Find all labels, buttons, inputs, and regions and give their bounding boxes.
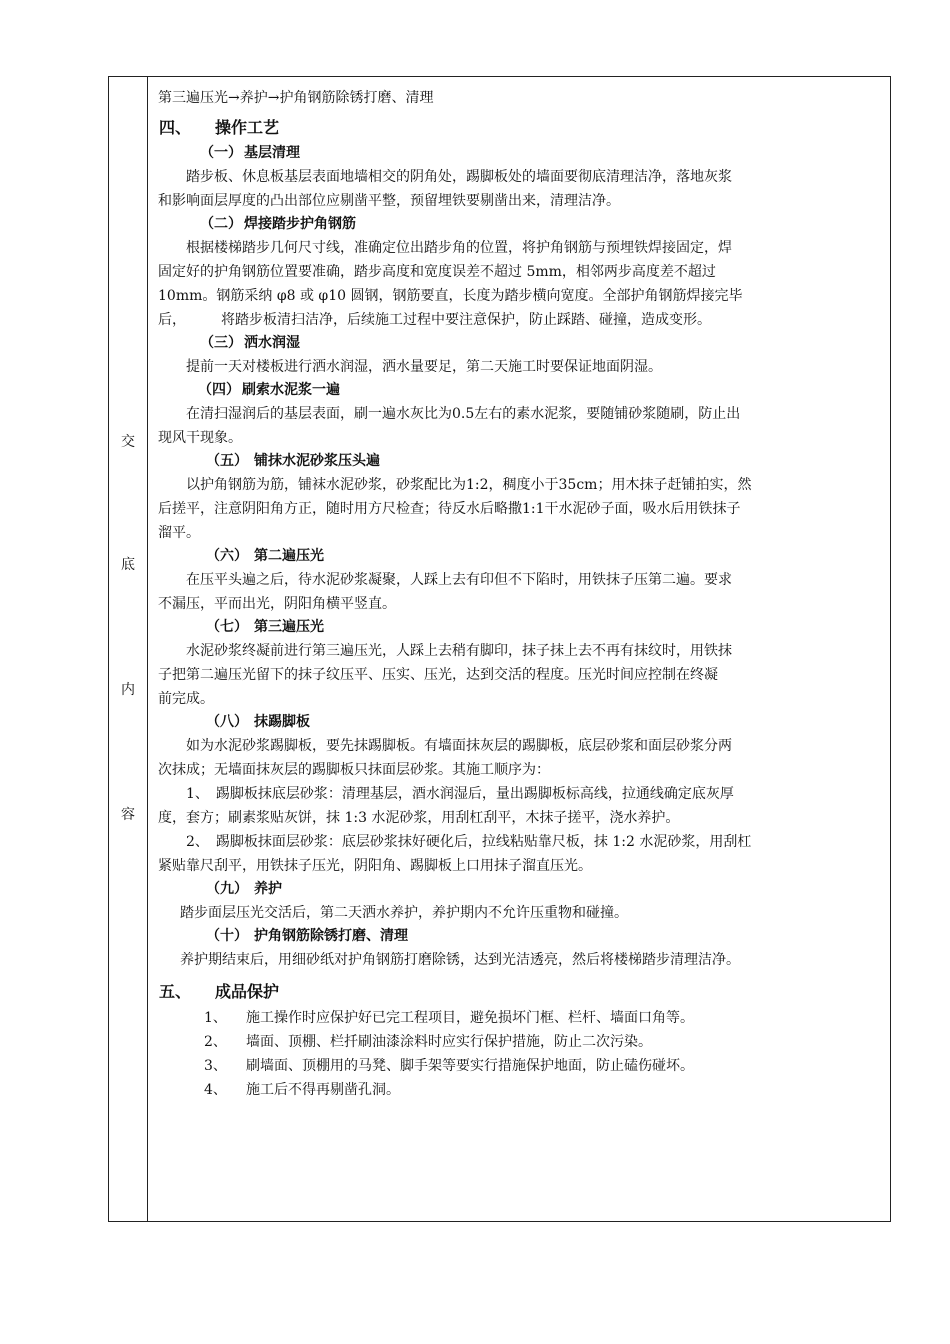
subsection-title: 铺抹水泥砂浆压头遍 bbox=[254, 453, 380, 469]
paragraph-line: 踏步面层压光交活后，第二天洒水养护，养护期内不允许压重物和碰撞。 bbox=[180, 905, 628, 921]
paragraph-line: 踏步板、休息板基层表面地墙相交的阴角处，踢脚板处的墙面要彻底清理洁净，落地灰浆 bbox=[186, 169, 732, 185]
column-divider bbox=[147, 77, 148, 1221]
list-text: 施工操作时应保护好已完工程项目，避免损坏门框、栏杆、墙面口角等。 bbox=[246, 1010, 694, 1026]
section-number: 四、 bbox=[159, 118, 192, 137]
subsection-title: 第三遍压光 bbox=[254, 619, 324, 635]
side-label-char: 交 bbox=[121, 434, 135, 450]
subsection-heading bbox=[158, 379, 884, 402]
subsection-heading bbox=[158, 450, 884, 473]
subsection-heading bbox=[158, 878, 884, 901]
paragraph-line: 溜平。 bbox=[158, 525, 200, 541]
list-item bbox=[158, 1054, 884, 1078]
subsection-title: 抹踢脚板 bbox=[254, 714, 310, 730]
paragraph-line: 10mm。钢筋采纳 φ8 或 φ10 圆钢，钢筋要直，长度为踏步横向宽度。全部护角钢筋焊接完毕 bbox=[158, 288, 743, 304]
list-number: 4、 bbox=[204, 1082, 227, 1098]
list-number: 3、 bbox=[204, 1058, 227, 1074]
subsection-heading bbox=[158, 925, 884, 948]
subsection-title: 养护 bbox=[254, 881, 282, 897]
list-text: 刷墙面、顶棚用的马凳、脚手架等要实行措施保护地面，防止磕伤碰坏。 bbox=[246, 1058, 694, 1074]
paragraph-line: 现风干现象。 bbox=[158, 430, 242, 446]
paragraph-line: 如为水泥砂浆踢脚板，要先抹踢脚板。有墙面抹灰层的踢脚板，底层砂浆和面层砂浆分两 bbox=[186, 738, 732, 754]
subsection-number: （五） bbox=[206, 453, 248, 469]
subsection-heading bbox=[158, 545, 884, 568]
subsection-heading bbox=[158, 142, 884, 165]
subsection-number: （三） bbox=[200, 335, 242, 351]
paragraph-line: 子把第二遍压光留下的抹子纹压平、压实、压光，达到交活的程度。压光时间应控制在终凝 bbox=[158, 667, 718, 683]
list-number: 2、 bbox=[204, 1034, 227, 1050]
paragraph-line: 紧贴靠尺刮平，用铁抹子压光，阴阳角、踢脚板上口用抹子溜直压光。 bbox=[158, 858, 592, 874]
paragraph-line: 1、 踢脚板抹底层砂浆：清理基层，酒水润湿后，量出踢脚板标高线，拉通线确定底灰厚 bbox=[186, 786, 734, 802]
paragraph-line: 固定好的护角钢筋位置要准确，踏步高度和宽度误差不超过 5mm，相邻两步高度差不超过 bbox=[158, 264, 716, 280]
paragraph-line: 后， 将踏步板清扫洁净，后续施工过程中要注意保护，防止踩踏、碰撞，造成变形。 bbox=[158, 312, 711, 328]
list-item bbox=[158, 1030, 884, 1054]
section-title: 操作工艺 bbox=[215, 118, 280, 137]
subsection-number: （七） bbox=[206, 619, 248, 635]
paragraph-line: 在清扫湿润后的基层表面，刷一遍水灰比为0.5左右的素水泥浆，要随铺砂浆随刷，防止出 bbox=[186, 406, 741, 422]
subsection-title: 护角钢筋除锈打磨、清理 bbox=[254, 928, 408, 944]
list-item bbox=[158, 1078, 884, 1102]
section-heading bbox=[159, 114, 884, 142]
section-title: 成品保护 bbox=[215, 982, 280, 1001]
subsection-number: （十） bbox=[206, 928, 248, 944]
subsection-number: （九） bbox=[206, 881, 248, 897]
subsection-number: （一） bbox=[200, 145, 242, 161]
disclosure-content bbox=[158, 86, 884, 1102]
subsection-title: 焊接踏步护角钢筋 bbox=[244, 216, 356, 232]
disclosure-table bbox=[108, 76, 891, 1222]
paragraph-line: 在压平头遍之后，待水泥砂浆凝聚，人踩上去有印但不下陷时，用铁抹子压第二遍。要求 bbox=[186, 572, 732, 588]
paragraph-line: 不漏压，平而出光，阴阳角横平竖直。 bbox=[158, 596, 396, 612]
subsection-number: （六） bbox=[206, 548, 248, 564]
list-text: 墙面、顶棚、栏扦刷油漆涂料时应实行保护措施，防止二次污染。 bbox=[246, 1034, 652, 1050]
subsection-heading bbox=[158, 332, 884, 355]
side-label-char: 底 bbox=[121, 557, 135, 573]
side-label-char: 内 bbox=[121, 682, 135, 698]
paragraph-line: 前完成。 bbox=[158, 691, 214, 707]
paragraph-line: 提前一天对楼板进行洒水润湿，洒水量要足，第二天施工时要保证地面阴湿。 bbox=[186, 359, 662, 375]
paragraph-line: 养护期结束后，用细砂纸对护角钢筋打磨除锈，达到光洁透亮，然后将楼梯踏步清理洁净。 bbox=[180, 952, 740, 968]
subsection-heading bbox=[158, 711, 884, 734]
paragraph-line: 根据楼梯踏步几何尺寸线，准确定位出踏步角的位置，将护角钢筋与预埋铁焊接固定，焊 bbox=[186, 240, 732, 256]
list-text: 施工后不得再剔凿孔洞。 bbox=[246, 1082, 400, 1098]
paragraph-line: 后搓平，注意阴阳角方正，随时用方尺检查；待反水后略撒1:1干水泥砂子面，吸水后用铁抹子 bbox=[158, 501, 741, 517]
subsection-title: 洒水润湿 bbox=[244, 335, 300, 351]
paragraph-line: 和影响面层厚度的凸出部位应剔凿平整，预留埋铁要剔凿出来，清理洁净。 bbox=[158, 193, 620, 209]
subsection-title: 刷索水泥浆一遍 bbox=[242, 382, 340, 398]
subsection-heading bbox=[158, 213, 884, 236]
subsection-number: （二） bbox=[200, 216, 242, 232]
paragraph-line: 水泥砂浆终凝前进行第三遍压光，人踩上去稍有脚印，抹子抹上去不再有抹纹时，用铁抹 bbox=[186, 643, 732, 659]
subsection-number: （四） bbox=[198, 382, 240, 398]
paragraph-line: 2、 踢脚板抹面层砂浆：底层砂浆抹好硬化后，拉线粘贴靠尺板，抹 1:2 水泥砂浆，用刮杠 bbox=[186, 834, 752, 850]
paragraph-line: 以护角钢筋为筋，铺袜水泥砂浆，砂浆配比为1:2，稠度小于35cm；用木抹子赶铺拍实，然 bbox=[186, 477, 752, 493]
paragraph-line: 度，套方；刷素浆贴灰饼，抹 1:3 水泥砂浆，用刮杠刮平，木抹子搓平，浇水养护。 bbox=[158, 810, 680, 826]
process-flow-line: 第三遍压光→养护→护角钢筋除锈打磨、清理 bbox=[158, 90, 434, 106]
list-number: 1、 bbox=[204, 1010, 227, 1026]
section-number: 五、 bbox=[159, 982, 192, 1001]
paragraph-line: 次抹成；无墙面抹灰层的踢脚板只抹面层砂浆。其施工顺序为： bbox=[158, 762, 550, 778]
subsection-heading bbox=[158, 616, 884, 639]
section-heading bbox=[159, 978, 884, 1006]
subsection-title: 基层清理 bbox=[244, 145, 300, 161]
list-item bbox=[158, 1006, 884, 1030]
subsection-title: 第二遍压光 bbox=[254, 548, 324, 564]
subsection-number: （八） bbox=[206, 714, 248, 730]
side-label-char: 容 bbox=[121, 807, 135, 823]
